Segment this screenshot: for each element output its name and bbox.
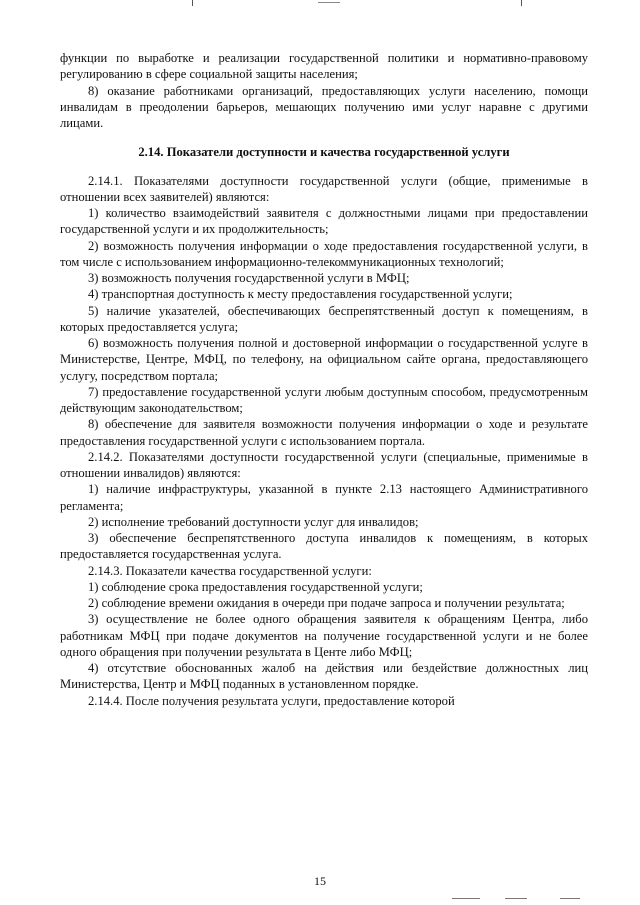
list-item: 7) предоставление государственной услуги любым доступным способом, предусмотренным действующим законодательством; [60, 384, 588, 415]
paragraph: 2.14.2. Показателями доступности государственной услуги (специальные, применимые в отношении инвалидов) являются: [60, 449, 588, 480]
list-item: 4) отсутствие обоснованных жалоб на действия или бездействие должностных лиц Министерства, Центр и МФЦ поданных в установленном порядке. [60, 661, 588, 692]
scan-top-edge-marks [0, 0, 640, 10]
paragraph: функции по выработке и реализации государственной политики и нормативно-правовому регулированию в сфере социальной защиты населения; [60, 51, 588, 82]
list-item: 3) осуществление не более одного обращения заявителя к обращениям Центра, либо работникам МФЦ при подаче документов на получение государственной услуги и не более одного обращения при получении результата в Центе либо МФЦ; [60, 612, 588, 659]
document-page [60, 50, 588, 709]
list-item: 6) возможность получения полной и достоверной информации о государственной услуге в Министерстве, Центре, МФЦ, по телефону, на официальном сайте органа, предоставляющего услугу, посредством портала; [60, 336, 588, 383]
list-item: 1) наличие инфраструктуры, указанной в пункте 2.13 настоящего Административного регламента; [60, 482, 588, 513]
paragraph: 2.14.1. Показателями доступности государственной услуги (общие, применимые в отношении всех заявителей) являются: [60, 173, 588, 204]
list-item: 2) исполнение требований доступности услуг для инвалидов; [88, 514, 419, 529]
scan-bottom-edge-marks [0, 898, 640, 902]
page-number: 15 [314, 874, 326, 888]
list-item: 5) наличие указателей, обеспечивающих беспрепятственный доступ к помещениям, в которых предоставляется услуга; [60, 303, 588, 334]
list-item: 2) возможность получения информации о ходе предоставления государственной услуги, в том числе с использованием информационно-телекоммуникационных технологий; [60, 238, 588, 269]
list-item: 3) возможность получения государственной услуги в МФЦ; [88, 271, 410, 285]
list-item: 1) количество взаимодействий заявителя с должностными лицами при предоставлении государственной услуги и их продолжительность; [60, 206, 588, 237]
list-item: 1) соблюдение срока предоставления государственной услуги; [88, 579, 423, 594]
section-heading: 2.14. Показатели доступности и качества государственной услуги [138, 145, 510, 160]
list-item: 3) обеспечение беспрепятственного доступа инвалидов к помещениям, в которых предоставляется государственная услуга. [60, 531, 588, 562]
list-item: 8) обеспечение для заявителя возможности получения информации о ходе и результате предоставления государственной услуги с использованием портала. [60, 417, 588, 448]
paragraph: 2.14.4. После получения результата услуги, предоставление которой [88, 693, 455, 708]
list-item: 2) соблюдение времени ожидания в очереди при подаче запроса и получении результата; [88, 596, 565, 610]
paragraph: 2.14.3. Показатели качества государственной услуги: [88, 563, 372, 578]
list-item: 4) транспортная доступность к месту предоставления государственной услуги; [88, 287, 513, 302]
paragraph: 8) оказание работниками организаций, предоставляющих услуги населению, помощи инвалидам в преодолении барьеров, мешающих получению ими услуг наравне с другими лицами. [60, 83, 588, 130]
